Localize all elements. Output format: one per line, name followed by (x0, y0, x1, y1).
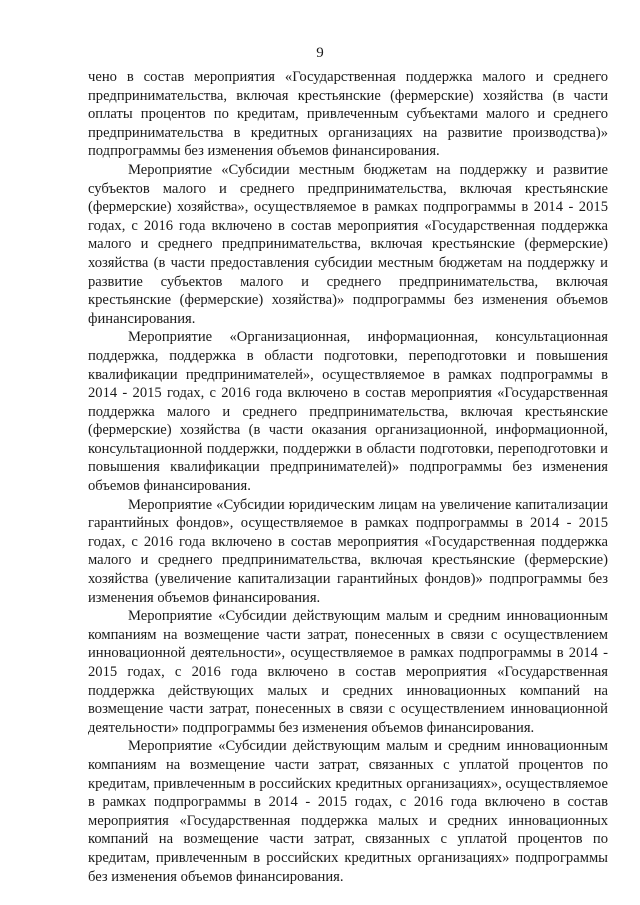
document-body (88, 68, 608, 886)
paragraph-guarantee-funds: Мероприятие «Субсидии юридическим лицам на увеличение капитализации гарантийных фондов», осуществляемое в рамках подпрограммы в 2014 - 2015 годах, с 2016 года включено в состав мероприятия «Государственная поддержка малого и среднего предпринимательства, включая крестьянские (фермерские) хозяйства (увеличение капитализации гарантийных фондов)» подпрограммы без изменения объемов финансирования. (88, 496, 608, 606)
page-number: 9 (316, 45, 324, 61)
paragraph-innovation-costs: Мероприятие «Субсидии действующим малым и средним инновационным компаниям на возмещение части затрат, понесенных в связи с осуществлением инновационной деятельности», осуществляемое в рамках подпрограммы в 2014 - 2015 годах, с 2016 года включено в состав мероприятия «Государственная поддержка действующих малых и средних инновационных компаний на возмещение части затрат, понесенных в связи с осуществлением инновационной деятельности» подпрограммы без изменения объемов финансирования. (88, 608, 608, 736)
paragraph-local-budget-subsidies: Мероприятие «Субсидии местным бюджетам на поддержку и развитие субъектов малого и среднего предпринимательства, включая крестьянские (фермерские) хозяйства», осуществляемое в рамках подпрограммы в 2014 - 2015 годах, с 2016 года включено в состав мероприятия «Государственная поддержка малого и среднего предпринимательства, включая крестьянские (фермерские) хозяйства (в части предоставления субсидии местным бюджетам на поддержку и развитие субъектов малого и среднего предпринимательства, включая крестьянские (фермерские) хозяйства)» подпрограммы без изменения объемов финансирования. (88, 161, 608, 327)
paragraph-innovation-loan-interest: Мероприятие «Субсидии действующим малым и средним инновационным компаниям на возмещение части затрат, связанных с уплатой процентов по кредитам, привлеченным в российских кредитных организациях», осуществляемое в рамках подпрограммы в 2014 - 2015 годах, с 2016 года включено в состав мероприятия «Государственная поддержка малых и средних инновационных компаний на возмещение части затрат, связанных с уплатой процентов по кредитам, привлеченным в российских кредитных организациях» подпрограммы без изменения объемов финансирования. (88, 738, 608, 885)
paragraph-continuation: чено в состав мероприятия «Государственная поддержка малого и среднего предпринимательства, включая крестьянские (фермерские) хозяйства (в части оплаты процентов по кредитам, привлеченным субъектами малого и среднего предпринимательства в кредитных организациях на развитие производства)» подпрограммы без изменения объемов финансирования. (88, 69, 608, 160)
paragraph-consulting-support: Мероприятие «Организационная, информационная, консультационная поддержка, поддержка в области подготовки, переподготовки и повышения квалификации предпринимателей», осуществляемое в рамках подпрограммы в 2014 - 2015 годах, с 2016 года включено в состав мероприятия «Государственная поддержка малого и среднего предпринимательства, включая крестьянские (фермерские) хозяйства (в части оказания организационной, информационной, консультационной поддержки, поддержки в области подготовки, переподготовки и повышения квалификации предпринимателей)» подпрограммы без изменения объемов финансирования. (88, 329, 608, 495)
